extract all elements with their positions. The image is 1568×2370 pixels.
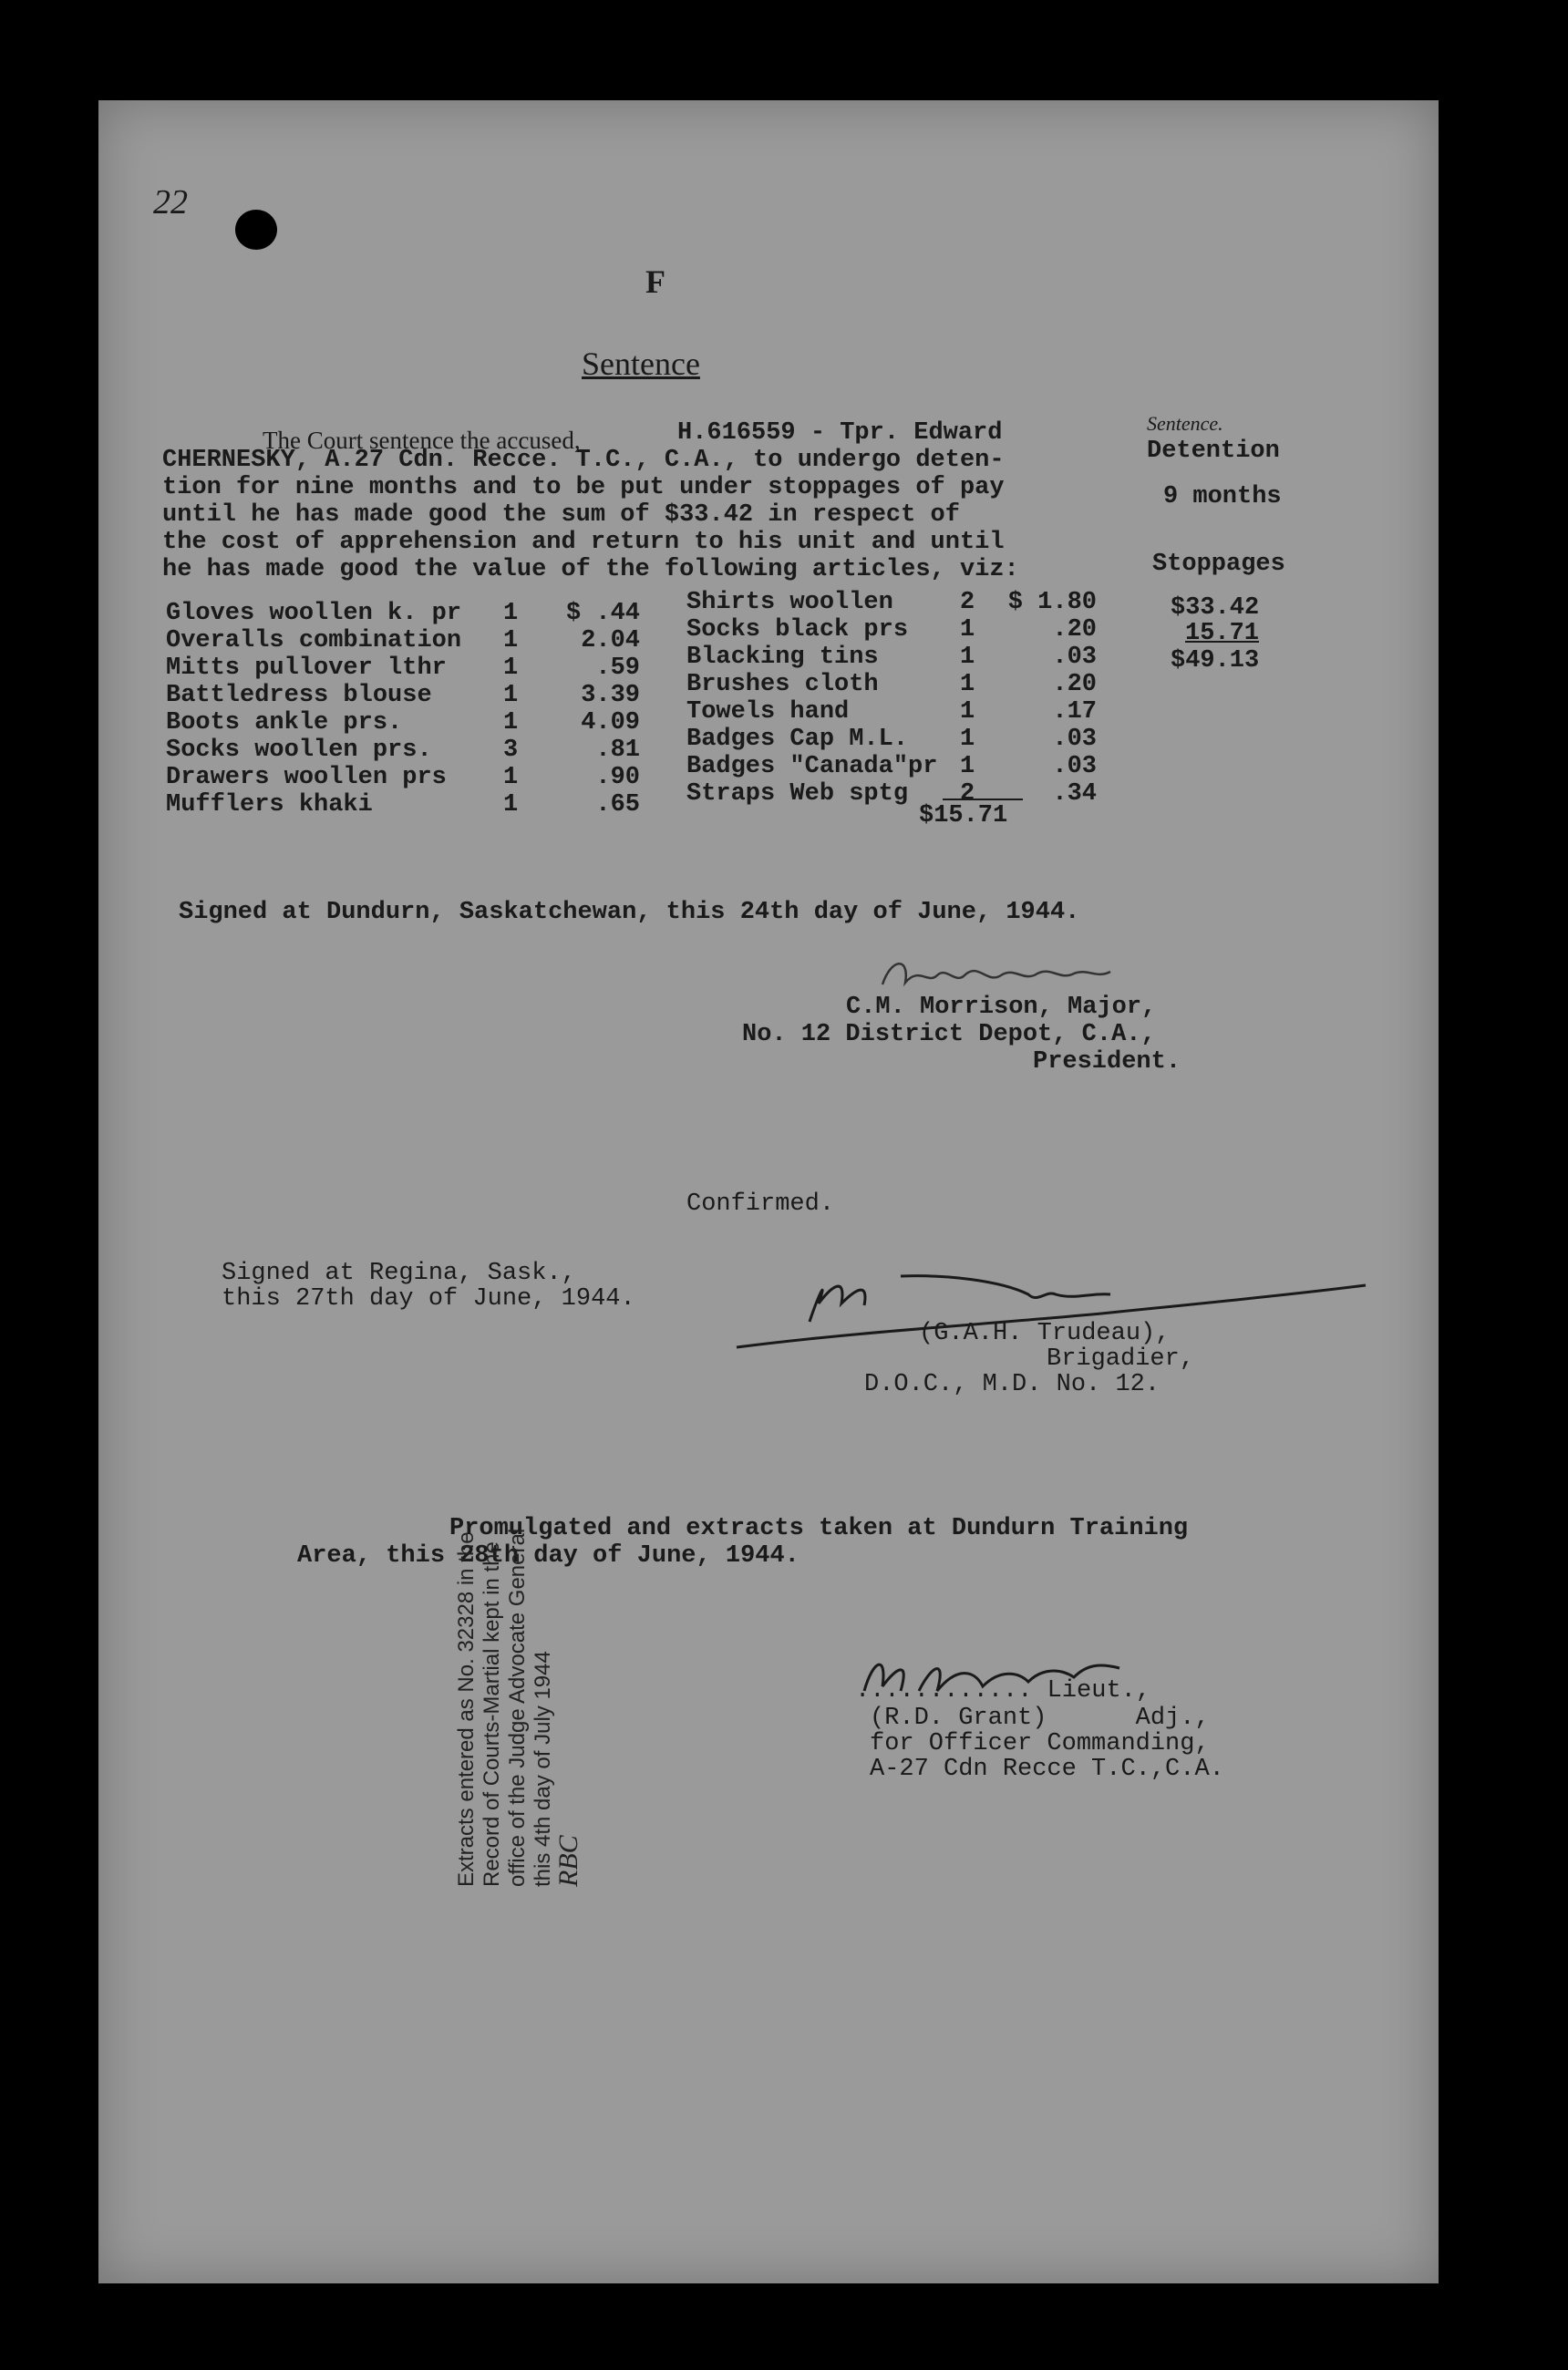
article-price: .03 [1052, 753, 1097, 780]
president-name: C.M. Morrison, Major, [846, 994, 1157, 1021]
article-price: 2.04 [581, 627, 640, 654]
adjutant-unit: A-27 Cdn Recce T.C.,C.A. [870, 1756, 1224, 1783]
article-qty: 1 [960, 616, 975, 644]
regina-line-2: this 27th day of June, 1944. [222, 1285, 635, 1313]
article-qty: 2 [960, 589, 975, 616]
articles-total-rule [943, 799, 1023, 800]
article-row [166, 627, 640, 654]
article-price: .65 [595, 791, 640, 819]
article-qty: 1 [960, 726, 975, 753]
article-qty: 1 [960, 698, 975, 726]
article-row [166, 737, 640, 764]
intro-line-4: until he has made good the sum of $33.42 in respect of [162, 501, 960, 529]
brigadier-post: D.O.C., M.D. No. 12. [864, 1371, 1161, 1398]
article-name: Mitts pullover lthr [166, 654, 447, 682]
section-title: Sentence [582, 345, 700, 382]
article-qty: 1 [960, 753, 975, 780]
article-row [686, 616, 1097, 644]
article-name: Badges Cap M.L. [686, 726, 909, 753]
stamp-line-1: Extracts entered as No. 32328 in the [454, 1531, 479, 1887]
article-qty: 1 [960, 644, 975, 671]
document-page [98, 100, 1439, 2283]
article-price: $ 1.80 [1007, 589, 1097, 616]
article-name: Boots ankle prs. [166, 709, 403, 737]
article-row [686, 753, 1097, 780]
article-price: .03 [1052, 726, 1097, 753]
intro-line-1: H.616559 - Tpr. Edward [677, 419, 1003, 447]
article-price: .34 [1052, 780, 1097, 808]
article-price: .59 [595, 654, 640, 682]
article-name: Shirts woollen [686, 589, 893, 616]
article-row [686, 644, 1097, 671]
article-qty: 1 [960, 671, 975, 698]
article-price: .20 [1052, 616, 1097, 644]
stamp-initials: RBC [553, 1835, 583, 1887]
article-name: Towels hand [686, 698, 850, 726]
article-qty: 1 [503, 709, 519, 737]
article-name: Socks black prs [686, 616, 909, 644]
margin-stoppages: Stoppages [1152, 551, 1285, 578]
intro-line-5: the cost of apprehension and return to his unit and until [162, 529, 1005, 556]
article-row [166, 682, 640, 709]
article-name: Brushes cloth [686, 671, 879, 698]
article-name: Blacking tins [686, 644, 879, 671]
promulgated-line-2: Area, this 28th day of June, 1944. [297, 1542, 799, 1570]
article-price: .17 [1052, 698, 1097, 726]
article-name: Drawers woollen prs [166, 764, 447, 791]
brigadier-name: (G.A.H. Trudeau), [919, 1320, 1171, 1347]
article-row [166, 791, 640, 819]
margin-months: 9 months [1163, 483, 1282, 510]
brigadier-rank: Brigadier, [1047, 1345, 1195, 1373]
article-price: .20 [1052, 671, 1097, 698]
margin-amount-2: 15.71 [1185, 620, 1260, 647]
article-row [686, 726, 1097, 753]
article-qty: 1 [503, 654, 519, 682]
intro-line-2: CHERNESKY, A.27 Cdn. Recce. T.C., C.A., to undergo deten- [162, 447, 1005, 474]
intro-lead: The Court sentence the accused, [263, 427, 581, 454]
promulgated-line-1: Promulgated and extracts taken at Dundurn Training [449, 1515, 1189, 1542]
article-name: Straps Web sptg [686, 780, 909, 808]
stamp-line-2: Record of Courts-Martial kept in the [480, 1541, 504, 1887]
intro-line-3: tion for nine months and to be put under stoppages of pay [162, 474, 1005, 501]
article-price: 3.39 [581, 682, 640, 709]
article-name: Mufflers khaki [166, 791, 373, 819]
article-name: Gloves woollen k. pr [166, 600, 462, 627]
article-price: $ .44 [565, 600, 640, 627]
article-qty: 1 [503, 791, 519, 819]
margin-amount-1: $33.42 [1171, 594, 1260, 622]
article-price: .03 [1052, 644, 1097, 671]
jag-record-stamp [454, 1413, 582, 1887]
article-qty: 1 [503, 764, 519, 791]
article-row [166, 654, 640, 682]
article-row [166, 600, 640, 627]
article-price: 4.09 [581, 709, 640, 737]
article-qty: 1 [503, 627, 519, 654]
article-row [686, 698, 1097, 726]
adjutant-rank-line: ............ Lieut., [855, 1677, 1151, 1705]
article-name: Overalls combination [166, 627, 462, 654]
stamp-line-4: this 4th day of July 1944 [531, 1651, 555, 1887]
article-name: Badges "Canada"pr [686, 753, 938, 780]
section-letter: F [645, 263, 665, 300]
article-price: .81 [595, 737, 640, 764]
article-qty: 3 [503, 737, 519, 764]
stamp-line-3: office of the Judge Advocate General [505, 1528, 530, 1887]
article-qty: 1 [503, 600, 519, 627]
articles-table-right [686, 589, 1097, 808]
margin-detention: Detention [1147, 438, 1280, 465]
article-price: .90 [595, 764, 640, 791]
article-name: Socks woollen prs. [166, 737, 432, 764]
punch-hole [235, 210, 277, 250]
intro-line-6: he has made good the value of the following articles, viz: [162, 556, 1019, 583]
article-row [686, 780, 1097, 808]
article-qty: 2 [960, 780, 975, 808]
article-row [686, 671, 1097, 698]
articles-table-left [166, 600, 640, 819]
article-row [686, 589, 1097, 616]
adjutant-for: for Officer Commanding, [870, 1730, 1210, 1757]
article-row [166, 709, 640, 737]
adjutant-name-role: (R.D. Grant) Adj., [870, 1705, 1210, 1732]
article-row [166, 764, 640, 791]
articles-total: $15.71 [919, 802, 1008, 830]
article-qty: 1 [503, 682, 519, 709]
president-unit: No. 12 District Depot, C.A., [742, 1021, 1156, 1048]
article-name: Battledress blouse [166, 682, 432, 709]
signed-dundurn: Signed at Dundurn, Saskatchewan, this 24th day of June, 1944. [179, 899, 1080, 926]
margin-total: $49.13 [1171, 647, 1260, 675]
page-number: 22 [153, 183, 188, 222]
president-role: President. [1033, 1048, 1181, 1076]
confirmed-label: Confirmed. [686, 1190, 835, 1218]
regina-line-1: Signed at Regina, Sask., [222, 1260, 576, 1287]
margin-sentence-label: Sentence. [1147, 412, 1223, 435]
